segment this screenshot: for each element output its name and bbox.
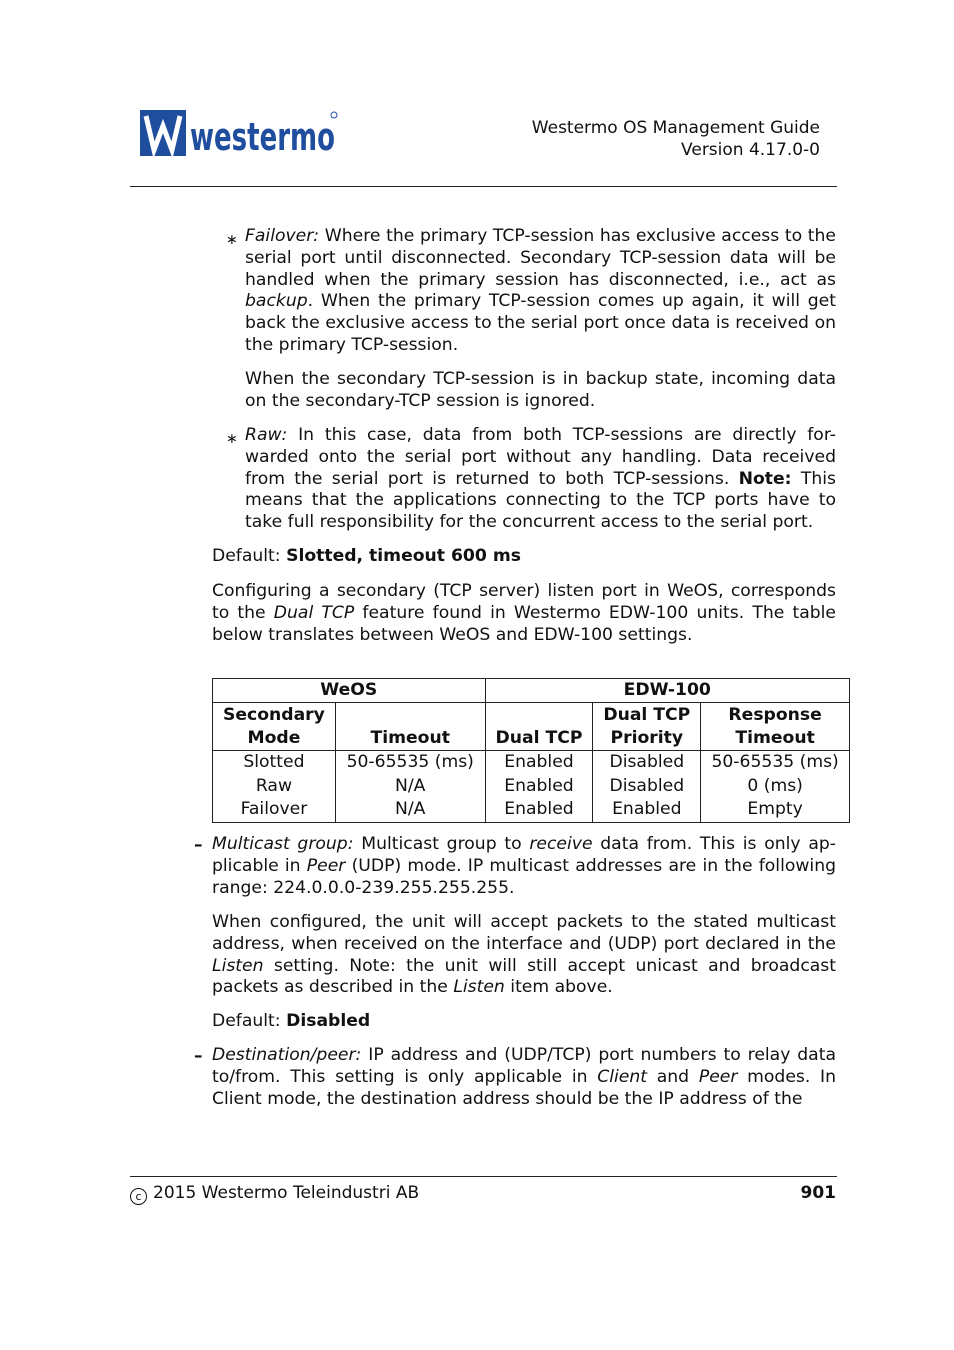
col-header: Dual TCP xyxy=(485,703,593,751)
copyright-icon: c xyxy=(130,1188,147,1205)
header-info xyxy=(532,117,820,161)
guide-version: Version 4.17.0-0 xyxy=(681,140,820,160)
raw-term: Raw: xyxy=(245,425,288,445)
col-header: Timeout xyxy=(335,703,485,751)
col-header: Dual TCP Priority xyxy=(593,703,701,751)
table-cell-priority: Disabled Disabled Enabled xyxy=(593,751,701,823)
footer-divider xyxy=(130,1176,837,1177)
table-cell-mode: Slotted Raw Failover xyxy=(213,751,336,823)
default-mode: Default: Slotted, timeout 600 ms xyxy=(212,546,521,566)
failover-backup-paragraph: When the secondary TCP-session is in backup state, incoming data on the secondary-TCP session is ignored. xyxy=(245,369,836,411)
multicast-listen-paragraph: When configured, the unit will accept packets to the stated multicast address, when received on the interface and (UDP) port declared in the Listen setting. Note: the unit will still accept unicast and broadcast packets as described in the Listen item above. xyxy=(212,912,836,998)
group-weos: WeOS xyxy=(213,679,486,703)
failover-paragraph: Failover: Where the primary TCP-session has exclusive access to the serial port until disconnected. Secondary TCP-session data will be handled when the primary session has disconnected, i.e., act as backup. When the primary TCP-session comes up again, it will get back the exclusive access to the serial port once data is received on the primary TCP-session. xyxy=(245,226,836,355)
bullet-star: ∗ xyxy=(226,431,238,447)
dual-tcp-paragraph: Configuring a secondary (TCP server) listen port in WeOS, corresponds to the Dual TCP feature found in Westermo EDW-100 units. The table below translates between WeOS and EDW-100 settings. xyxy=(212,581,837,645)
table-cell-response: 50-65535 (ms) 0 (ms) Empty xyxy=(701,751,850,823)
westermo-logo xyxy=(140,110,340,158)
multicast-default: Default: Disabled xyxy=(212,1011,371,1031)
table-header xyxy=(213,703,850,751)
header-divider xyxy=(130,186,837,187)
bullet-dash: – xyxy=(194,1046,203,1066)
failover-term: Failover: xyxy=(245,226,320,246)
footer-copyright: c 2015 Westermo Teleindustri AB xyxy=(130,1183,419,1205)
destination-paragraph: Destination/peer: IP address and (UDP/TCP) port numbers to relay data to/from. This setting is only applicable in Client and Peer modes. In Client mode, the destination address should be the IP address of the xyxy=(212,1045,837,1109)
svg-text:westermo: westermo xyxy=(190,115,335,159)
bullet-star: ∗ xyxy=(226,232,238,248)
table-body xyxy=(213,751,850,823)
multicast-term: Multicast group: xyxy=(212,834,354,854)
destination-term: Destination/peer: xyxy=(212,1045,362,1065)
group-edw: EDW-100 xyxy=(485,679,849,703)
guide-title: Westermo OS Management Guide xyxy=(531,118,820,138)
table-group-header xyxy=(213,679,850,703)
table-cell-timeout: 50-65535 (ms) N/A N/A xyxy=(335,751,485,823)
table-cell-dual-tcp: Enabled Enabled Enabled xyxy=(485,751,593,823)
bullet-dash: – xyxy=(194,835,203,855)
raw-paragraph: Raw: In this case, data from both TCP-sessions are directly for-warded onto the serial port without any handling. Data received from the serial port is returned to both TCP-sessions. Note: This means that the applications connecting to the TCP ports have to take full responsibility for the concurrent access to the serial port. xyxy=(245,425,836,533)
col-header: Response Timeout xyxy=(701,703,850,751)
page-number: 901 xyxy=(800,1183,836,1203)
settings-translation-table xyxy=(212,678,850,823)
multicast-paragraph: Multicast group: Multicast group to receive data from. This is only ap-plicable in Peer (UDP) mode. IP multicast addresses are in the following range: 224.0.0.0-239.255.255.255. xyxy=(212,834,836,898)
col-header: Secondary Mode xyxy=(213,703,336,751)
